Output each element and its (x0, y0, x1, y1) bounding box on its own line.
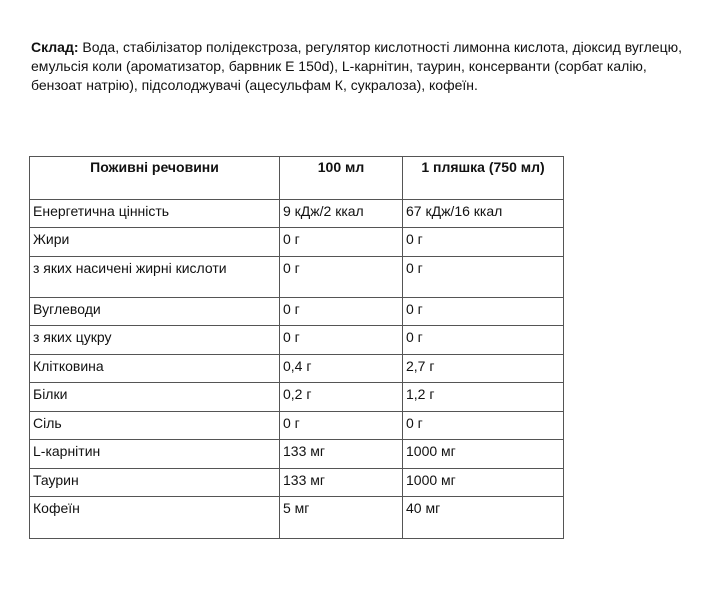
nutrient-name: Клітковина (30, 355, 280, 383)
value-100ml: 0 г (280, 257, 403, 298)
value-bottle: 1000 мг (403, 440, 564, 469)
value-bottle: 0 г (403, 257, 564, 298)
nutrient-name: Вуглеводи (30, 298, 280, 326)
value-bottle: 0 г (403, 298, 564, 326)
value-bottle: 0 г (403, 326, 564, 355)
value-100ml: 0 г (280, 298, 403, 326)
nutrient-name: з яких насичені жирні кислоти (30, 257, 280, 298)
value-100ml: 0 г (280, 412, 403, 440)
value-bottle: 67 кДж/16 ккал (403, 200, 564, 228)
table-row (30, 200, 564, 228)
value-100ml: 9 кДж/2 ккал (280, 200, 403, 228)
nutrition-table (29, 156, 564, 539)
table-row (30, 326, 564, 355)
nutrient-name: Кофеїн (30, 497, 280, 539)
value-bottle: 1,2 г (403, 383, 564, 412)
table-row (30, 257, 564, 298)
table-row (30, 469, 564, 497)
value-100ml: 0 г (280, 228, 403, 257)
nutrient-name: Таурин (30, 469, 280, 497)
value-100ml: 0,2 г (280, 383, 403, 412)
composition-text: Вода, стабілізатор полідекстроза, регулятор кислотності лимонна кислота, діоксид вуглецю, емульсія коли (ароматизатор, барвник Е 150d), L-карнітин, таурин, консерванти (сорбат калію, бензоат натрію), підсолоджувачі (ацесульфам К, сукралоза), кофеїн. (31, 39, 682, 93)
nutrient-name: Жири (30, 228, 280, 257)
table-header-row (30, 157, 564, 200)
nutrient-name: Сіль (30, 412, 280, 440)
table-row (30, 440, 564, 469)
composition-paragraph (31, 38, 691, 95)
header-per-100ml: 100 мл (280, 157, 403, 200)
value-100ml: 133 мг (280, 440, 403, 469)
header-nutrients: Поживні речовини (30, 157, 280, 200)
table-row (30, 383, 564, 412)
value-100ml: 5 мг (280, 497, 403, 539)
table-row (30, 412, 564, 440)
nutrient-name: з яких цукру (30, 326, 280, 355)
table-row (30, 497, 564, 539)
nutrient-name: Білки (30, 383, 280, 412)
value-bottle: 0 г (403, 228, 564, 257)
value-100ml: 133 мг (280, 469, 403, 497)
table-row (30, 298, 564, 326)
value-bottle: 1000 мг (403, 469, 564, 497)
header-per-bottle: 1 пляшка (750 мл) (403, 157, 564, 200)
nutrient-name: Енергетична цінність (30, 200, 280, 228)
table-row (30, 355, 564, 383)
value-bottle: 40 мг (403, 497, 564, 539)
value-bottle: 2,7 г (403, 355, 564, 383)
value-bottle: 0 г (403, 412, 564, 440)
value-100ml: 0,4 г (280, 355, 403, 383)
composition-label: Склад: (31, 39, 79, 55)
nutrient-name: L-карнітин (30, 440, 280, 469)
table-row (30, 228, 564, 257)
value-100ml: 0 г (280, 326, 403, 355)
